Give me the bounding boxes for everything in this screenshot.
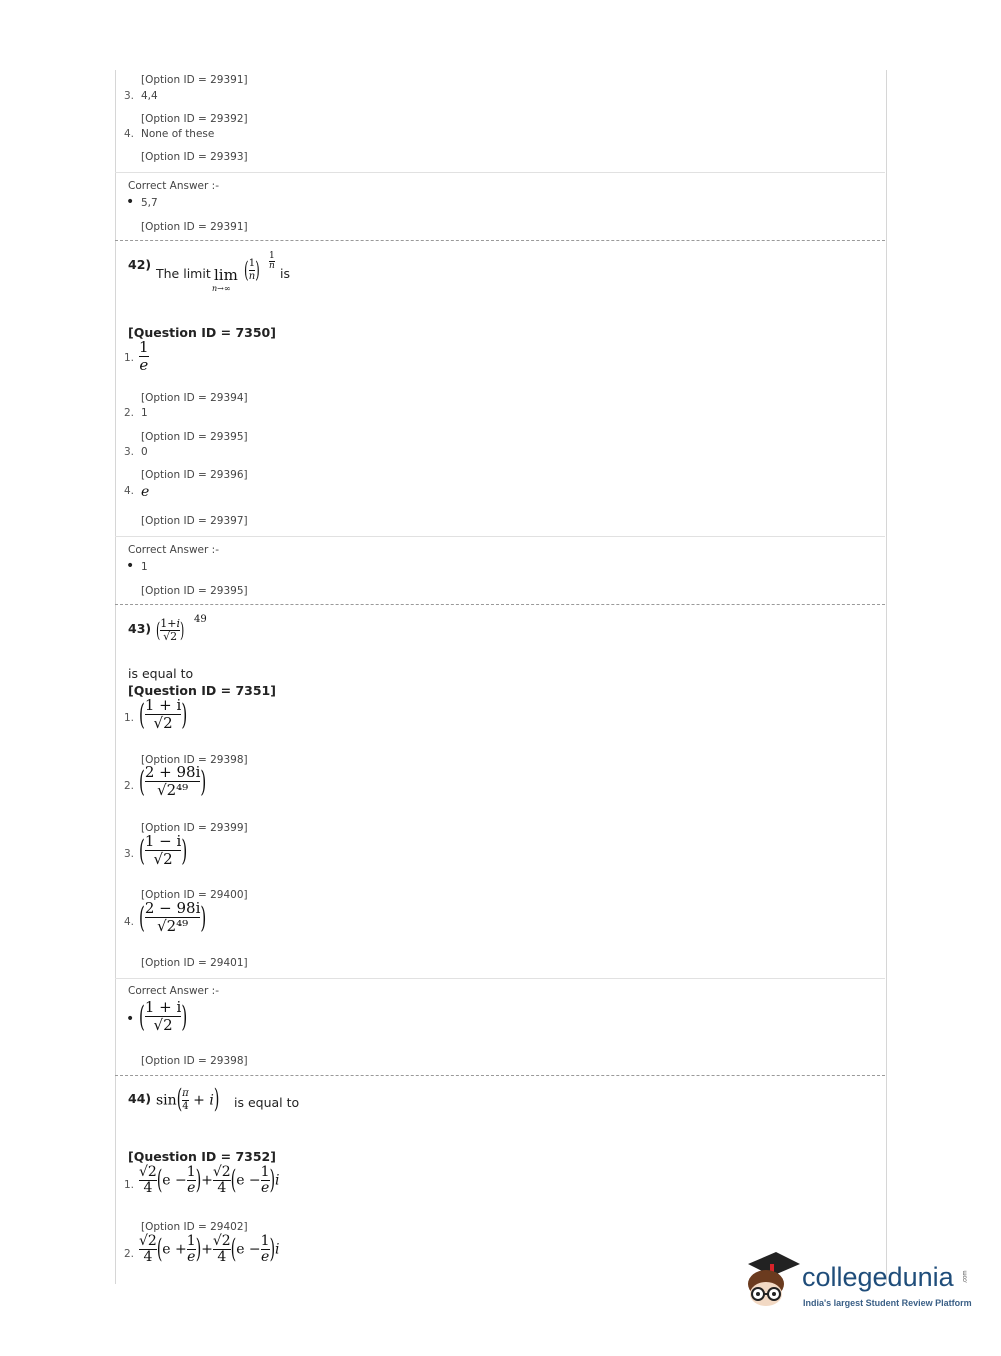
option-number: 3. — [124, 446, 135, 458]
bullet: • — [126, 194, 135, 210]
numerator: 1 + i — [144, 696, 182, 714]
option-id: [Option ID = 29393] — [141, 151, 248, 163]
option-text: 0 — [141, 446, 148, 458]
option-number: 1. — [124, 352, 135, 364]
question-separator — [115, 604, 885, 605]
option-id: [Option ID = 29395] — [141, 585, 248, 597]
divider — [115, 536, 885, 537]
denominator: √2 — [145, 850, 181, 868]
option-math: ( $\frac{2 + 98i}{\text{√2⁴⁹}}$ ) — [139, 763, 207, 799]
option-id: [Option ID = 29397] — [141, 515, 248, 527]
limit-exponent: $\frac{1}{n}$ — [269, 251, 275, 272]
question-text: is equal to — [234, 1095, 300, 1110]
limit-subscript: n→∞ — [212, 284, 231, 293]
option-math: e — [141, 484, 150, 500]
option-number: 1. — [124, 712, 135, 724]
question-separator — [115, 240, 885, 241]
question-id: [Question ID = 7351] — [128, 683, 276, 698]
option-math: $\frac{√2}{4}$ (e + $\frac{1}{e}$ )+ $\frac{√2}{4}$ (e − $\frac{1}{e}$ )i — [139, 1233, 280, 1265]
denominator: √2 — [145, 1016, 181, 1034]
question-number: 44) — [128, 1091, 152, 1106]
question-text: The limit — [156, 266, 211, 281]
limit-base: ( $\frac{1}{n}$ ) — [244, 256, 260, 284]
option-id: [Option ID = 29391] — [141, 74, 248, 86]
option-id: [Option ID = 29398] — [141, 754, 248, 766]
bullet: • — [126, 1011, 135, 1027]
option-number: 2. — [124, 1248, 135, 1260]
question-exponent: 49 — [194, 614, 207, 625]
option-id: [Option ID = 29396] — [141, 469, 248, 481]
numerator: 1 + i — [144, 998, 182, 1016]
correct-answer-label: Correct Answer :- — [128, 180, 219, 192]
option-id: [Option ID = 29398] — [141, 1055, 248, 1067]
question-number: 42) — [128, 257, 152, 272]
brand-domain: .com — [962, 1270, 969, 1284]
question-math: sin( $\frac{\pi}{4}$ + i) — [156, 1085, 220, 1116]
option-id: [Option ID = 29394] — [141, 392, 248, 404]
option-id: [Option ID = 29391] — [141, 221, 248, 233]
bullet: • — [126, 558, 135, 574]
option-math: ( $\frac{1 + i}{√2}$ ) — [139, 696, 188, 732]
question-id: [Question ID = 7350] — [128, 325, 276, 340]
option-math: ( $\frac{1 - i}{√2}$ ) — [139, 832, 188, 868]
divider — [115, 978, 885, 979]
option-text: 1 — [141, 407, 148, 419]
term: e − — [236, 1241, 261, 1258]
question-separator — [115, 1075, 885, 1076]
correct-answer-text: 1 — [141, 561, 148, 573]
option-text: 4,4 — [141, 90, 158, 102]
question-id: [Question ID = 7352] — [128, 1149, 276, 1164]
option-id: [Option ID = 29399] — [141, 822, 248, 834]
option-id: [Option ID = 29401] — [141, 957, 248, 969]
term: e + — [162, 1241, 187, 1258]
correct-answer-label: Correct Answer :- — [128, 544, 219, 556]
numerator: 1 − i — [144, 832, 182, 850]
numerator: 2 − 98i — [144, 899, 201, 917]
brand-tagline: India's largest Student Review Platform — [803, 1298, 972, 1308]
correct-answer-text: 5,7 — [141, 197, 158, 209]
option-number: 3. — [124, 848, 135, 860]
question-text: is equal to — [128, 666, 194, 681]
term: e − — [162, 1172, 187, 1189]
question-text: is — [280, 266, 290, 281]
option-id: [Option ID = 29402] — [141, 1221, 248, 1233]
numerator: 2 + 98i — [144, 763, 201, 781]
term: e − — [236, 1172, 261, 1189]
option-math: $\frac{1}{e}$ — [139, 338, 149, 374]
option-math: $\frac{√2}{4}$ (e − $\frac{1}{e}$ )+ $\frac{√2}{4}$ (e − $\frac{1}{e}$ )i — [139, 1164, 280, 1196]
option-id: [Option ID = 29400] — [141, 889, 248, 901]
question-number: 43) — [128, 621, 152, 636]
limit-expression: lim — [214, 266, 238, 284]
brand-name: collegedunia — [802, 1262, 954, 1292]
option-id: [Option ID = 29395] — [141, 431, 248, 443]
option-number: 4. — [124, 916, 135, 928]
option-number: 4. — [124, 128, 135, 140]
option-id: [Option ID = 29392] — [141, 113, 248, 125]
option-text: None of these — [141, 128, 215, 140]
option-number: 1. — [124, 1179, 135, 1191]
correct-answer-label: Correct Answer :- — [128, 985, 219, 997]
divider — [115, 172, 885, 173]
option-math: ( $\frac{2 - 98i}{\text{√2⁴⁹}}$ ) — [139, 899, 207, 935]
option-number: 4. — [124, 485, 135, 497]
denominator: √2 — [145, 714, 181, 732]
question-panel — [115, 70, 887, 1284]
denominator: √2⁴⁹ — [145, 781, 201, 799]
option-number: 2. — [124, 407, 135, 419]
question-math: ( $\frac{1+i}{√2}$ ) — [156, 617, 185, 643]
option-number: 2. — [124, 780, 135, 792]
option-number: 3. — [124, 90, 135, 102]
correct-answer-math: ( $\frac{1 + i}{√2}$ ) — [139, 998, 188, 1034]
brand-mascot-icon — [742, 1250, 802, 1310]
denominator: √2⁴⁹ — [145, 917, 201, 935]
